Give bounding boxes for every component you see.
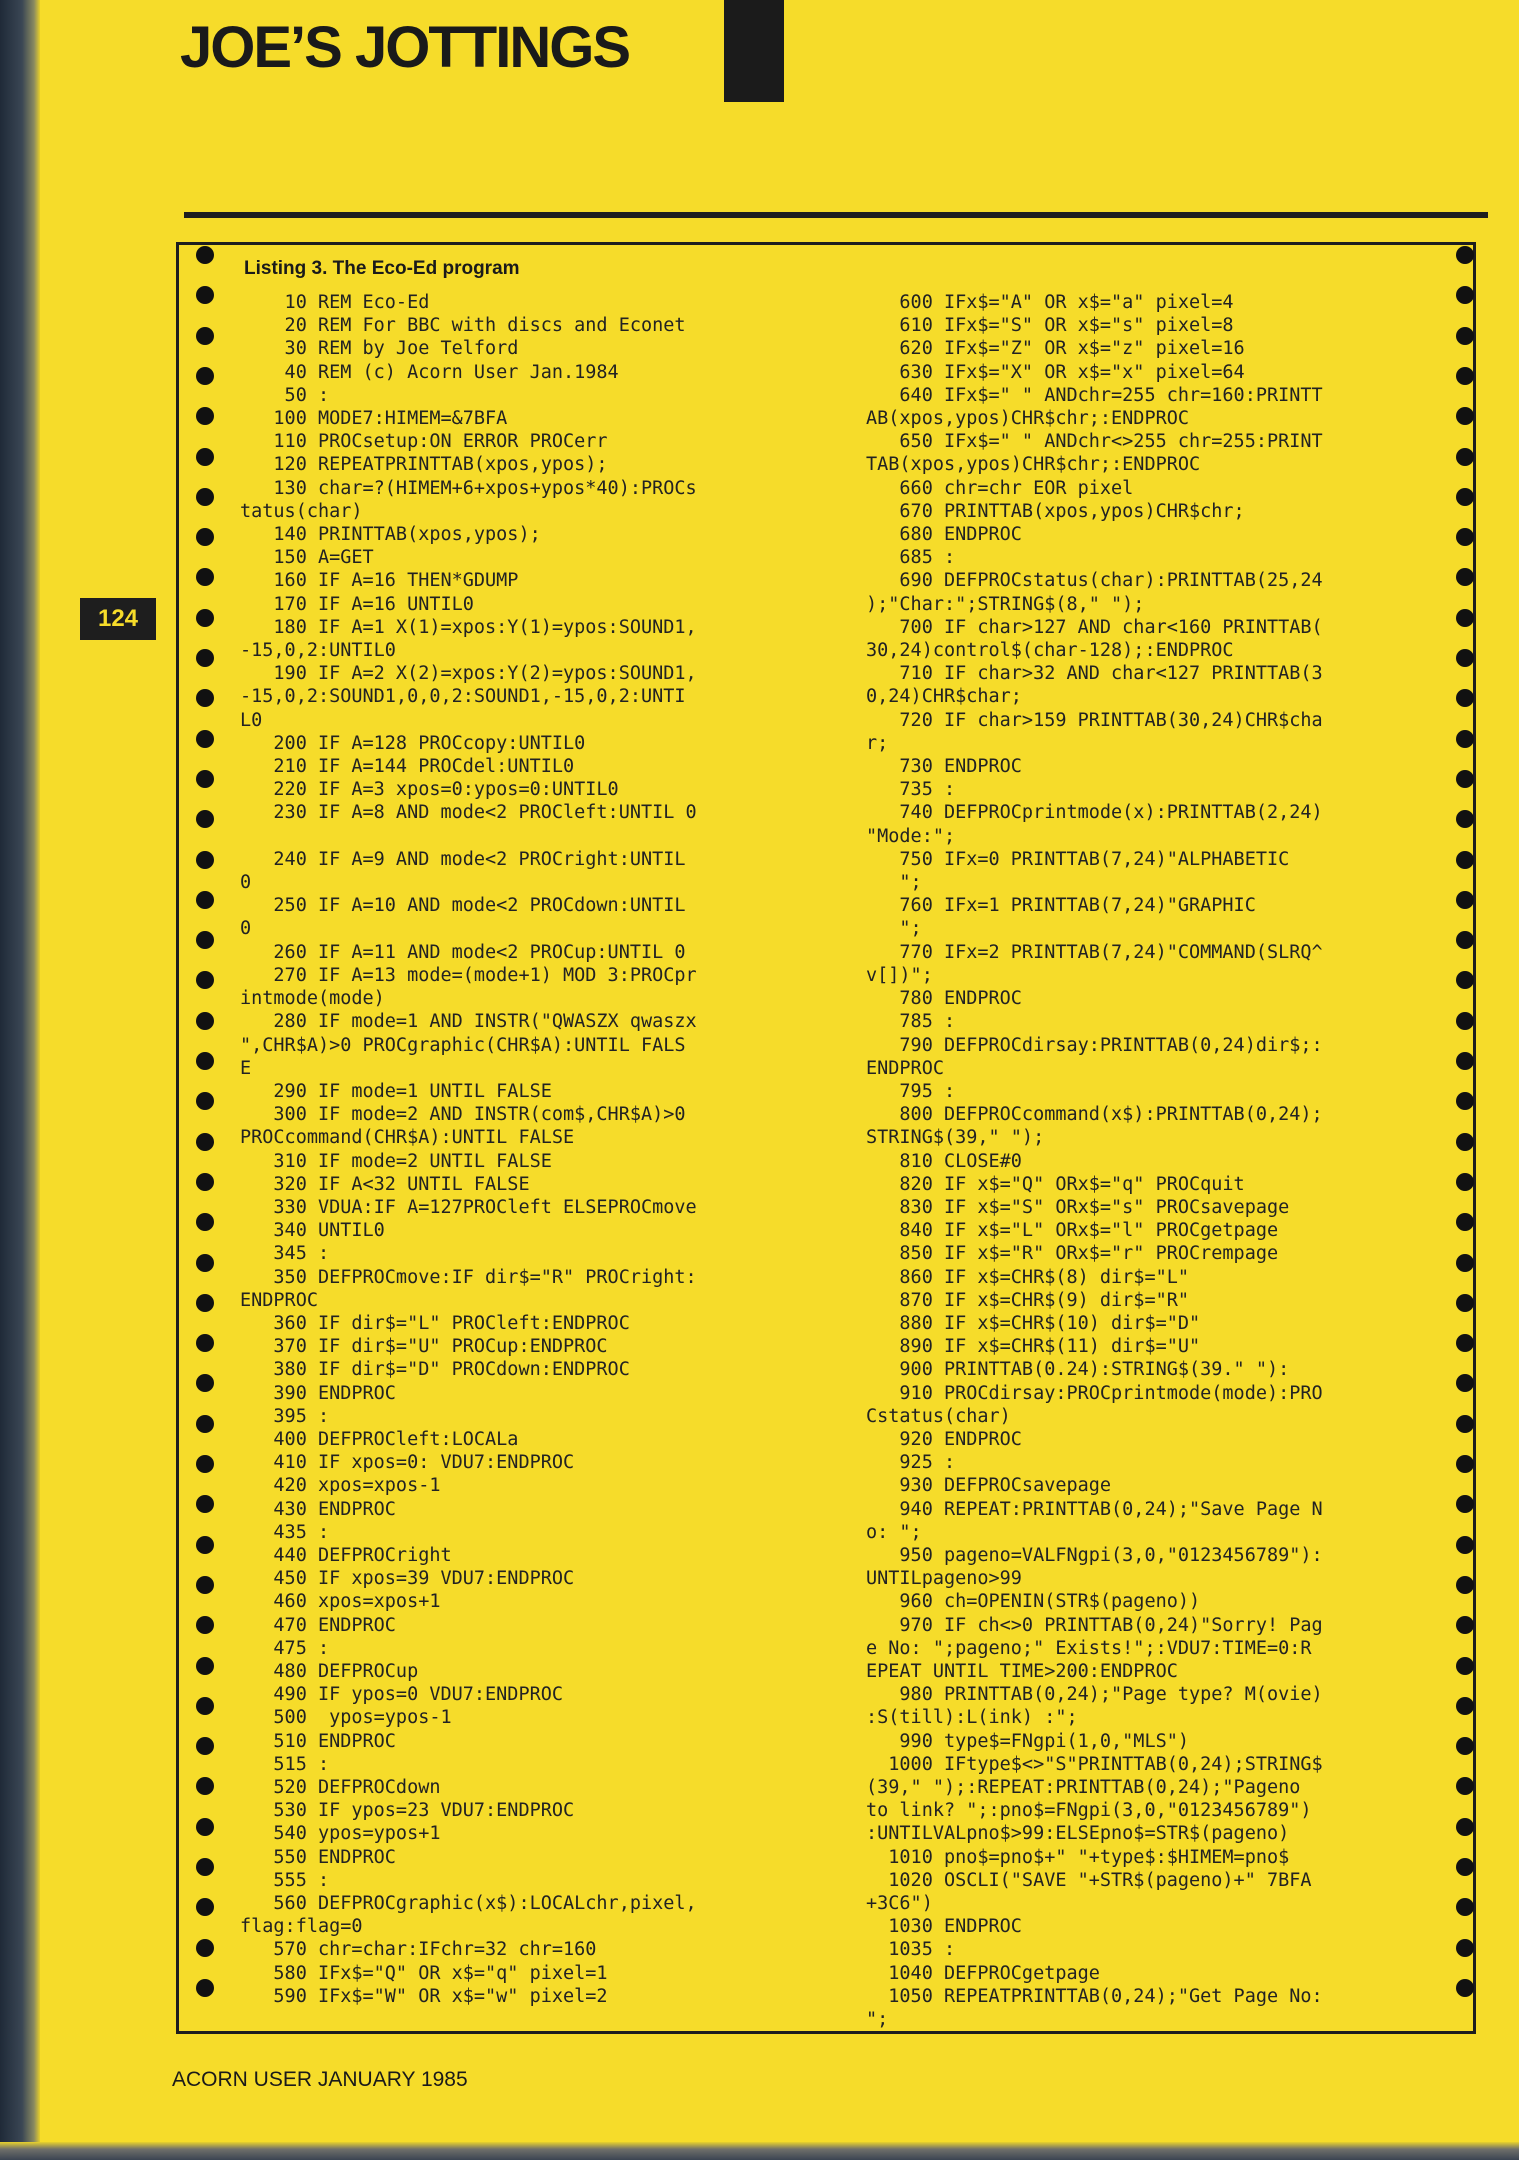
sprocket-hole-right — [1456, 1979, 1474, 1997]
scan-edge — [0, 2142, 1519, 2160]
sprocket-hole-left — [196, 891, 214, 909]
sprocket-hole-right — [1456, 1254, 1474, 1272]
sprocket-hole-right — [1456, 1939, 1474, 1957]
sprocket-hole-right — [1456, 770, 1474, 788]
page-number-tab: 124 — [80, 598, 156, 640]
sprocket-hole-left — [196, 1939, 214, 1957]
sprocket-hole-left — [196, 1294, 214, 1312]
sprocket-hole-left — [196, 730, 214, 748]
title-black-block — [724, 0, 784, 102]
sprocket-hole-right — [1456, 1052, 1474, 1070]
code-column-right: 600 IFx$="A" OR x$="a" pixel=4 610 IFx$="S" OR x$="s" pixel=8 620 IFx$="Z" OR x$="z" pixel=16 630 IFx$="X" OR x$="x" pixel=64 640 IFx$=" " ANDchr=255 chr=160:PRINTT AB(xpos,ypos)CHR$chr;:ENDPROC 650 IFx$=" " ANDchr<>255 chr=255:PRINT TAB(xpos,ypos)CHR$chr;:ENDPROC 660 chr=chr EOR pixel 670 PRINTTAB(xpos,ypos)CHR$chr; 680 ENDPROC 685 : 690 DEFPROCstatus(char):PRINTTAB(25,24 );"Char:";STRING$(8," "); 700 IF char>127 AND char<160 PRINTTAB( 30,24)control$(char-128);:ENDPROC 710 IF char>32 AND char<127 PRINTTAB(3 0,24)CHR$char; 720 IF char>159 PRINTTAB(30,24)CHR$cha r; 730 ENDPROC 735 : 740 DEFPROCprintmode(x):PRINTTAB(2,24) "Mode:"; 750 IFx=0 PRINTTAB(7,24)"ALPHABETIC "; 760 IFx=1 PRINTTAB(7,24)"GRAPHIC "; 770 IFx=2 PRINTTAB(7,24)"COMMAND(SLRQ^ v[])"; 780 ENDPROC 785 : 790 DEFPROCdirsay:PRINTTAB(0,24)dir$;: ENDPROC 795 : 800 DEFPROCcommand(x$):PRINTTAB(0,24); STRING$(39," "); 810 CLOSE#0 820 IF x$="Q" ORx$="q" PROCquit 830 IF x$="S" ORx$="s" PROCsavepage 840 IF x$="L" ORx$="l" PROCgetpage 850 IF x$="R" ORx$="r" PROCrempage 860 IF x$=CHR$(8) dir$="L" 870 IF x$=CHR$(9) dir$="R" 880 IF x$=CHR$(10) dir$="D" 890 IF x$=CHR$(11) dir$="U" 900 PRINTTAB(0.24):STRING$(39." "): 910 PROCdirsay:PROCprintmode(mode):PRO Cstatus(char) 920 ENDPROC 925 : 930 DEFPROCsavepage 940 REPEAT:PRINTTAB(0,24);"Save Page N o: "; 950 pageno=VALFNgpi(3,0,"0123456789"): UNTILpageno>99 960 ch=OPENIN(STR$(pageno)) 970 IF ch<>0 PRINTTAB(0,24)"Sorry! Pag e No: ";pageno;" Exists!";:VDU7:TIME=0:R EPEAT UNTIL TIME>200:ENDPROC 980 PRINTTAB(0,24);"Page type? M(ovie) :S(till):L(ink) :"; 990 type$=FNgpi(1,0,"MLS") 1000 IFtype$<>"S"PRINTTAB(0,24);STRING$ (39," ");:REPEAT:PRINTTAB(0,24);"Pageno to link? ";:pno$=FNgpi(3,0,"0123456789") :UNTILVALpno$>99:ELSEpno$=STR$(pageno) 1010 pno$=pno$+" "+type$:$HIMEM=pno$ 1020 OSCLI("SAVE "+STR$(pageno)+" 7BFA +3C6") 1030 ENDPROC 1035 : 1040 DEFPROCgetpage 1050 REPEATPRINTTAB(0,24);"Get Page No: "; — [866, 292, 1323, 2031]
sprocket-hole-left — [196, 931, 214, 949]
sprocket-hole-left — [196, 1858, 214, 1876]
sprocket-hole-left — [196, 1737, 214, 1755]
sprocket-hole-right — [1456, 1697, 1474, 1715]
sprocket-hole-left — [196, 1455, 214, 1473]
sprocket-hole-left — [196, 1818, 214, 1836]
sprocket-hole-left — [196, 1657, 214, 1675]
sprocket-hole-right — [1456, 367, 1474, 385]
sprocket-hole-left — [196, 448, 214, 466]
sprocket-hole-left — [196, 1334, 214, 1352]
sprocket-hole-left — [196, 1415, 214, 1433]
sprocket-hole-right — [1456, 1012, 1474, 1030]
sprocket-hole-right — [1456, 1415, 1474, 1433]
sprocket-hole-right — [1456, 730, 1474, 748]
sprocket-hole-left — [196, 528, 214, 546]
sprocket-hole-right — [1456, 649, 1474, 667]
sprocket-hole-right — [1456, 1858, 1474, 1876]
sprocket-hole-left — [196, 1254, 214, 1272]
sprocket-hole-right — [1456, 1657, 1474, 1675]
sprocket-hole-right — [1456, 1334, 1474, 1352]
page-footer: ACORN USER JANUARY 1985 — [172, 2068, 468, 2091]
sprocket-hole-right — [1456, 448, 1474, 466]
sprocket-hole-left — [196, 1133, 214, 1151]
sprocket-hole-left — [196, 1536, 214, 1554]
sprocket-hole-right — [1456, 1818, 1474, 1836]
sprocket-hole-right — [1456, 488, 1474, 506]
sprocket-hole-left — [196, 1979, 214, 1997]
sprocket-hole-right — [1456, 609, 1474, 627]
sprocket-hole-right — [1456, 327, 1474, 345]
sprocket-hole-right — [1456, 891, 1474, 909]
sprocket-hole-left — [196, 1576, 214, 1594]
sprocket-hole-left — [196, 851, 214, 869]
sprocket-hole-right — [1456, 1294, 1474, 1312]
sprocket-hole-left — [196, 649, 214, 667]
sprocket-hole-right — [1456, 931, 1474, 949]
sprocket-hole-left — [196, 327, 214, 345]
sprocket-hole-right — [1456, 1455, 1474, 1473]
sprocket-hole-right — [1456, 851, 1474, 869]
sprocket-hole-right — [1456, 1576, 1474, 1594]
sprocket-hole-right — [1456, 1536, 1474, 1554]
sprocket-hole-right — [1456, 1133, 1474, 1151]
sprocket-hole-left — [196, 770, 214, 788]
sprocket-hole-right — [1456, 246, 1474, 264]
sprocket-hole-right — [1456, 1173, 1474, 1191]
sprocket-hole-left — [196, 1012, 214, 1030]
header-rule — [184, 212, 1488, 218]
sprocket-hole-left — [196, 246, 214, 264]
sprocket-hole-right — [1456, 528, 1474, 546]
sprocket-hole-right — [1456, 1737, 1474, 1755]
sprocket-hole-left — [196, 1173, 214, 1191]
sprocket-hole-left — [196, 1697, 214, 1715]
sprocket-hole-left — [196, 488, 214, 506]
sprocket-hole-left — [196, 1052, 214, 1070]
page-spine — [0, 0, 40, 2160]
sprocket-hole-left — [196, 367, 214, 385]
listing-caption: Listing 3. The Eco-Ed program — [244, 258, 520, 279]
page-title: JOE’S JOTTINGS — [180, 15, 629, 80]
sprocket-hole-left — [196, 609, 214, 627]
code-column-left: 10 REM Eco-Ed 20 REM For BBC with discs and Econet 30 REM by Joe Telford 40 REM (c) Acorn User Jan.1984 50 : 100 MODE7:HIMEM=&7BFA 110 PROCsetup:ON ERROR PROCerr 120 REPEATPRINTTAB(xpos,ypos); 130 char=?(HIMEM+6+xpos+ypos*40):PROCs tatus(char) 140 PRINTTAB(xpos,ypos); 150 A=GET 160 IF A=16 THEN*GDUMP 170 IF A=16 UNTIL0 180 IF A=1 X(1)=xpos:Y(1)=ypos:SOUND1, -15,0,2:UNTIL0 190 IF A=2 X(2)=xpos:Y(2)=ypos:SOUND1, -15,0,2:SOUND1,0,0,2:SOUND1,-15,0,2:UNTI L0 200 IF A=128 PROCcopy:UNTIL0 210 IF A=144 PROCdel:UNTIL0 220 IF A=3 xpos=0:ypos=0:UNTIL0 230 IF A=8 AND mode<2 PROCleft:UNTIL 0 240 IF A=9 AND mode<2 PROCright:UNTIL 0 250 IF A=10 AND mode<2 PROCdown:UNTIL 0 260 IF A=11 AND mode<2 PROCup:UNTIL 0 270 IF A=13 mode=(mode+1) MOD 3:PROCpr intmode(mode) 280 IF mode=1 AND INSTR("QWASZX qwaszx ",CHR$A)>0 PROCgraphic(CHR$A):UNTIL FALS E 290 IF mode=1 UNTIL FALSE 300 IF mode=2 AND INSTR(com$,CHR$A)>0 PROCcommand(CHR$A):UNTIL FALSE 310 IF mode=2 UNTIL FALSE 320 IF A<32 UNTIL FALSE 330 VDUA:IF A=127PROCleft ELSEPROCmove 340 UNTIL0 345 : 350 DEFPROCmove:IF dir$="R" PROCright: ENDPROC 360 IF dir$="L" PROCleft:ENDPROC 370 IF dir$="U" PROCup:ENDPROC 380 IF dir$="D" PROCdown:ENDPROC 390 ENDPROC 395 : 400 DEFPROCleft:LOCALa 410 IF xpos=0: VDU7:ENDPROC 420 xpos=xpos-1 430 ENDPROC 435 : 440 DEFPROCright 450 IF xpos=39 VDU7:ENDPROC 460 xpos=xpos+1 470 ENDPROC 475 : 480 DEFPROCup 490 IF ypos=0 VDU7:ENDPROC 500 ypos=ypos-1 510 ENDPROC 515 : 520 DEFPROCdown 530 IF ypos=23 VDU7:ENDPROC 540 ypos=ypos+1 550 ENDPROC 555 : 560 DEFPROCgraphic(x$):LOCALchr,pixel, flag:flag=0 570 chr=char:IFchr=32 chr=160 580 IFx$="Q" OR x$="q" pixel=1 590 IFx$="W" OR x$="w" pixel=2 — [240, 292, 697, 2007]
